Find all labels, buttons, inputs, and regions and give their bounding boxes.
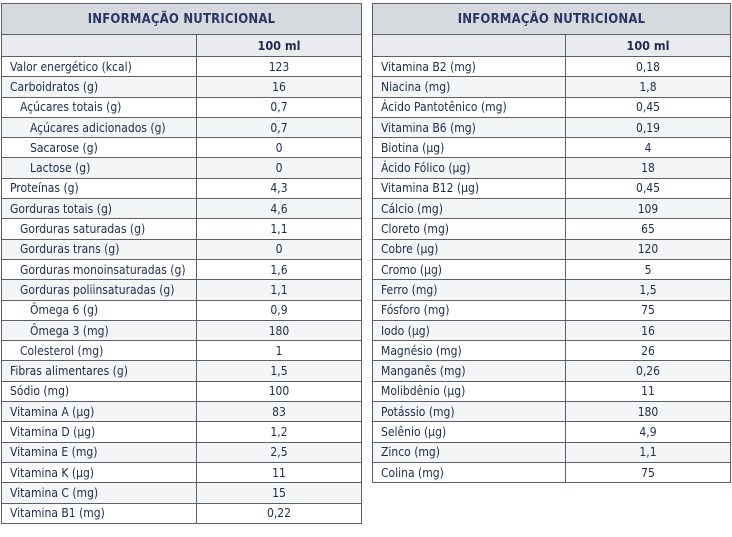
table-row bbox=[2, 280, 362, 300]
nutrient-name: Ácido Pantotênico (mg) bbox=[373, 97, 566, 117]
nutrient-value: 18 bbox=[566, 158, 731, 178]
nutrient-value: 0,19 bbox=[566, 117, 731, 137]
nutrient-value: 109 bbox=[566, 199, 731, 219]
table-row bbox=[2, 239, 362, 259]
nutrient-value: 16 bbox=[566, 320, 731, 340]
table-row bbox=[373, 239, 731, 259]
table-row bbox=[2, 462, 362, 482]
table-row bbox=[2, 77, 362, 97]
table-row bbox=[2, 219, 362, 239]
nutrient-name: Colina (mg) bbox=[373, 462, 566, 482]
nutrient-name: Colesterol (mg) bbox=[2, 341, 197, 361]
nutrient-name: Cobre (µg) bbox=[373, 239, 566, 259]
nutrition-table-right bbox=[372, 3, 731, 483]
nutrition-table-left bbox=[1, 3, 362, 524]
nutrient-name: Magnésio (mg) bbox=[373, 341, 566, 361]
table-body bbox=[373, 57, 731, 483]
table-row bbox=[2, 97, 362, 117]
nutrient-name: Vitamina E (mg) bbox=[2, 442, 197, 462]
nutrient-value: 0 bbox=[197, 239, 362, 259]
column-header-serving: 100 ml bbox=[197, 35, 362, 57]
nutrient-name: Zinco (mg) bbox=[373, 442, 566, 462]
nutrient-value: 1,1 bbox=[197, 219, 362, 239]
table-row bbox=[373, 462, 731, 482]
nutrient-value: 16 bbox=[197, 77, 362, 97]
table-row bbox=[373, 402, 731, 422]
table-title: INFORMAÇÃO NUTRICIONAL bbox=[373, 4, 731, 35]
nutrient-name: Vitamina A (µg) bbox=[2, 402, 197, 422]
nutrient-name: Gorduras saturadas (g) bbox=[2, 219, 197, 239]
nutrient-name: Gorduras poliinsaturadas (g) bbox=[2, 280, 197, 300]
nutrient-name: Vitamina C (mg) bbox=[2, 483, 197, 503]
nutrient-name: Açúcares adicionados (g) bbox=[2, 117, 197, 137]
nutrient-name: Fibras alimentares (g) bbox=[2, 361, 197, 381]
table-row bbox=[373, 138, 731, 158]
table-row bbox=[373, 199, 731, 219]
nutrient-name: Vitamina B6 (mg) bbox=[373, 117, 566, 137]
nutrient-value: 0,9 bbox=[197, 300, 362, 320]
nutrient-name: Manganês (mg) bbox=[373, 361, 566, 381]
nutrient-name: Biotina (µg) bbox=[373, 138, 566, 158]
nutrient-name: Sódio (mg) bbox=[2, 381, 197, 401]
nutrient-value: 4 bbox=[566, 138, 731, 158]
nutrient-name: Ácido Fólico (µg) bbox=[373, 158, 566, 178]
column-header-blank bbox=[2, 35, 197, 57]
nutrient-value: 0,7 bbox=[197, 117, 362, 137]
nutrient-value: 1,6 bbox=[197, 259, 362, 279]
nutrient-value: 5 bbox=[566, 259, 731, 279]
table-row bbox=[373, 341, 731, 361]
nutrient-name: Sacarose (g) bbox=[2, 138, 197, 158]
table-row bbox=[2, 422, 362, 442]
nutrient-value: 2,5 bbox=[197, 442, 362, 462]
nutrient-value: 0,7 bbox=[197, 97, 362, 117]
nutrient-value: 11 bbox=[197, 462, 362, 482]
nutrient-value: 180 bbox=[566, 402, 731, 422]
nutrient-name: Lactose (g) bbox=[2, 158, 197, 178]
table-row bbox=[373, 320, 731, 340]
table-title: INFORMAÇÃO NUTRICIONAL bbox=[2, 4, 362, 35]
table-row bbox=[2, 341, 362, 361]
table-row bbox=[373, 178, 731, 198]
nutrient-value: 0 bbox=[197, 158, 362, 178]
nutrient-name: Ômega 3 (mg) bbox=[2, 320, 197, 340]
table-row bbox=[373, 280, 731, 300]
nutrient-value: 4,3 bbox=[197, 178, 362, 198]
nutrient-value: 4,9 bbox=[566, 422, 731, 442]
column-header-serving: 100 ml bbox=[566, 35, 731, 57]
nutrient-name: Vitamina B2 (mg) bbox=[373, 57, 566, 77]
nutrient-value: 0,45 bbox=[566, 97, 731, 117]
table-row bbox=[2, 259, 362, 279]
nutrient-value: 0,18 bbox=[566, 57, 731, 77]
nutrient-value: 120 bbox=[566, 239, 731, 259]
table-row bbox=[373, 158, 731, 178]
table-row bbox=[2, 138, 362, 158]
nutrient-name: Vitamina K (µg) bbox=[2, 462, 197, 482]
nutrient-value: 1,5 bbox=[566, 280, 731, 300]
nutrient-name: Ômega 6 (g) bbox=[2, 300, 197, 320]
table-row bbox=[2, 402, 362, 422]
table-row bbox=[373, 259, 731, 279]
nutrient-name: Proteínas (g) bbox=[2, 178, 197, 198]
table-row bbox=[2, 57, 362, 77]
nutrient-value: 1,1 bbox=[197, 280, 362, 300]
nutrient-name: Vitamina B12 (µg) bbox=[373, 178, 566, 198]
nutrient-value: 100 bbox=[197, 381, 362, 401]
column-header-blank bbox=[373, 35, 566, 57]
nutrient-name: Gorduras monoinsaturadas (g) bbox=[2, 259, 197, 279]
nutrient-name: Iodo (µg) bbox=[373, 320, 566, 340]
nutrient-value: 180 bbox=[197, 320, 362, 340]
table-row bbox=[2, 178, 362, 198]
nutrient-name: Fósforo (mg) bbox=[373, 300, 566, 320]
nutrient-value: 0,26 bbox=[566, 361, 731, 381]
table-row bbox=[2, 117, 362, 137]
nutrient-value: 1 bbox=[197, 341, 362, 361]
table-row bbox=[2, 361, 362, 381]
table-row bbox=[373, 300, 731, 320]
nutrient-name: Cálcio (mg) bbox=[373, 199, 566, 219]
nutrient-value: 1,5 bbox=[197, 361, 362, 381]
table-row bbox=[2, 503, 362, 523]
nutrient-value: 65 bbox=[566, 219, 731, 239]
table-row bbox=[2, 158, 362, 178]
table-row bbox=[373, 97, 731, 117]
table-row bbox=[2, 442, 362, 462]
nutrient-name: Açúcares totais (g) bbox=[2, 97, 197, 117]
table-row bbox=[373, 77, 731, 97]
table-row bbox=[373, 361, 731, 381]
nutrient-name: Selênio (µg) bbox=[373, 422, 566, 442]
nutrient-name: Gorduras trans (g) bbox=[2, 239, 197, 259]
table-row bbox=[2, 199, 362, 219]
table-row bbox=[2, 381, 362, 401]
table-row bbox=[373, 57, 731, 77]
nutrient-value: 75 bbox=[566, 462, 731, 482]
table-row bbox=[373, 442, 731, 462]
nutrient-value: 4,6 bbox=[197, 199, 362, 219]
nutrient-name: Vitamina B1 (mg) bbox=[2, 503, 197, 523]
nutrient-name: Niacina (mg) bbox=[373, 77, 566, 97]
table-row bbox=[2, 483, 362, 503]
nutrient-name: Cromo (µg) bbox=[373, 259, 566, 279]
nutrient-name: Gorduras totais (g) bbox=[2, 199, 197, 219]
nutrient-value: 1,2 bbox=[197, 422, 362, 442]
nutrient-name: Potássio (mg) bbox=[373, 402, 566, 422]
nutrient-value: 1,8 bbox=[566, 77, 731, 97]
table-body bbox=[2, 57, 362, 524]
nutrient-value: 0,22 bbox=[197, 503, 362, 523]
table-row bbox=[2, 300, 362, 320]
nutrient-value: 0,45 bbox=[566, 178, 731, 198]
nutrient-name: Carboidratos (g) bbox=[2, 77, 197, 97]
nutrient-value: 83 bbox=[197, 402, 362, 422]
nutrient-value: 1,1 bbox=[566, 442, 731, 462]
nutrient-value: 11 bbox=[566, 381, 731, 401]
table-row bbox=[373, 381, 731, 401]
table-row bbox=[373, 219, 731, 239]
nutrient-value: 15 bbox=[197, 483, 362, 503]
table-row bbox=[373, 422, 731, 442]
nutrient-name: Molibdênio (µg) bbox=[373, 381, 566, 401]
nutrient-name: Valor energético (kcal) bbox=[2, 57, 197, 77]
table-row bbox=[373, 117, 731, 137]
nutrient-value: 26 bbox=[566, 341, 731, 361]
nutrient-name: Ferro (mg) bbox=[373, 280, 566, 300]
nutrient-value: 123 bbox=[197, 57, 362, 77]
table-row bbox=[2, 320, 362, 340]
nutrient-name: Cloreto (mg) bbox=[373, 219, 566, 239]
nutrient-name: Vitamina D (µg) bbox=[2, 422, 197, 442]
nutrient-value: 75 bbox=[566, 300, 731, 320]
nutrient-value: 0 bbox=[197, 138, 362, 158]
